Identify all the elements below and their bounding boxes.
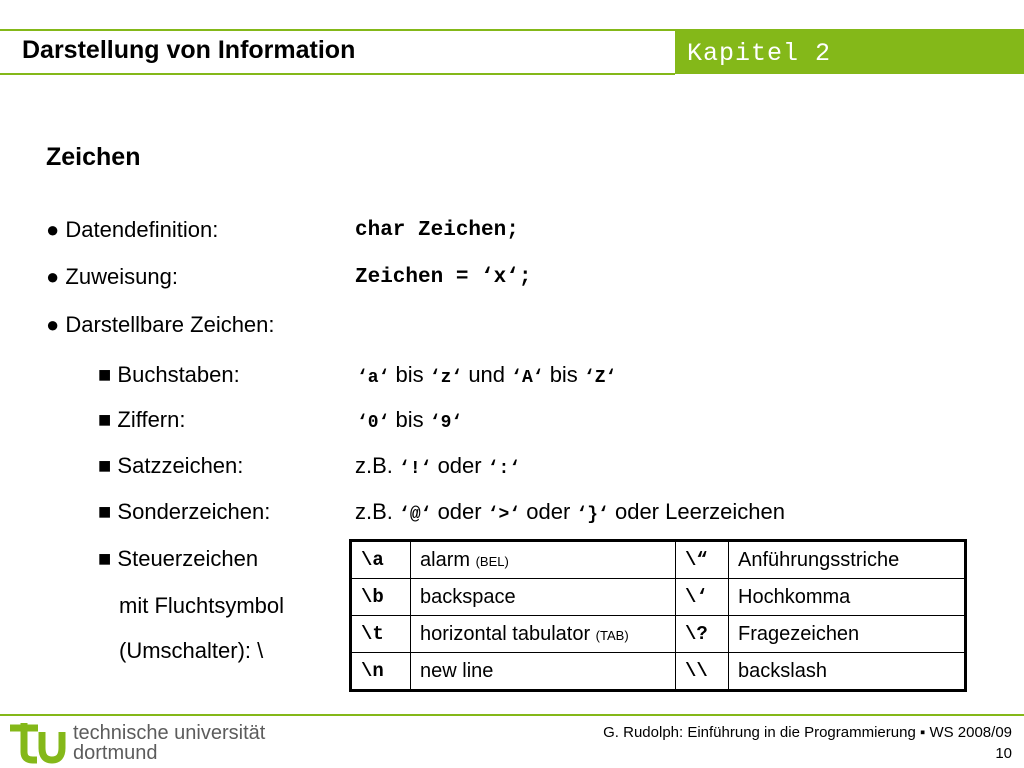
slide-title: Darstellung von Information	[22, 36, 356, 64]
bullet-label: Datendefinition:	[65, 217, 219, 242]
sub-bullet-label: Satzzeichen:	[117, 453, 244, 478]
char-literal: ‘a‘	[357, 368, 390, 388]
chapter-label: Kapitel 2	[687, 39, 832, 68]
round-bullet-icon: ●	[46, 264, 60, 289]
connector-text: und	[468, 362, 506, 387]
sub-bullet-label: Buchstaben:	[117, 362, 240, 387]
section-heading: Zeichen	[46, 143, 141, 171]
escape-sequence-table	[349, 539, 967, 692]
escape-code: \\	[676, 653, 729, 691]
sub-bullet-sonderzeichen	[98, 499, 270, 525]
escape-description: backslash	[729, 653, 966, 691]
punctuation-examples	[355, 453, 520, 479]
escape-code: \t	[351, 616, 411, 653]
square-bullet-icon: ■	[98, 453, 112, 478]
escape-description: Anführungsstriche	[729, 541, 966, 579]
example-prefix: z.B.	[355, 499, 393, 524]
escape-abbreviation: (TAB)	[595, 627, 629, 643]
escape-description: alarm (BEL)	[411, 541, 676, 579]
example-prefix: z.B.	[355, 453, 393, 478]
sub-bullet-buchstaben	[98, 362, 240, 388]
university-line-2: dortmund	[73, 742, 158, 764]
table-row	[351, 541, 966, 579]
escape-code: \n	[351, 653, 411, 691]
bullet-darstellbare-zeichen	[46, 312, 275, 338]
sub-bullet-label: Ziffern:	[117, 407, 186, 432]
round-bullet-icon: ●	[46, 217, 60, 242]
char-literal: ‘z‘	[429, 368, 463, 388]
square-bullet-icon: ■	[98, 362, 112, 387]
connector-text: bis	[395, 362, 424, 387]
connector-text: oder	[437, 499, 482, 524]
control-note-line3: (Umschalter): \	[119, 638, 264, 663]
escape-description: backspace	[411, 579, 676, 616]
char-literal: ‘!‘	[399, 459, 432, 479]
connector-text: oder Leerzeichen	[614, 499, 785, 524]
char-literal: ‘}‘	[576, 505, 609, 525]
university-name	[73, 723, 265, 763]
escape-description: Fragezeichen	[729, 616, 966, 653]
table-row	[351, 653, 966, 691]
escape-description: Hochkomma	[729, 579, 966, 616]
escape-code: \“	[676, 541, 729, 579]
university-line-1: technische universität	[73, 722, 266, 744]
char-literal: ‘@‘	[399, 505, 432, 525]
escape-abbreviation: (BEL)	[475, 553, 509, 569]
char-literal: ‘9‘	[429, 413, 463, 433]
escape-code: \a	[351, 541, 411, 579]
sub-bullet-label: Steuerzeichen	[117, 546, 259, 571]
code-zuweisung: Zeichen = ‘x‘;	[355, 266, 532, 289]
special-examples	[355, 499, 785, 525]
tu-logo-icon	[8, 720, 68, 764]
escape-code: \?	[676, 616, 729, 653]
sub-bullet-steuerzeichen	[98, 546, 258, 572]
connector-text: bis	[395, 407, 424, 432]
letters-range	[357, 362, 616, 388]
footer-rule	[0, 714, 1024, 716]
bullet-datendefinition	[46, 217, 218, 243]
code-datendefinition: char Zeichen;	[355, 219, 519, 242]
escape-code: \‘	[676, 579, 729, 616]
square-bullet-icon: ■	[98, 407, 112, 432]
bullet-label: Darstellbare Zeichen:	[65, 312, 275, 337]
char-literal: ‘>‘	[487, 505, 521, 525]
round-bullet-icon: ●	[46, 312, 60, 337]
header-bottom-rule	[0, 73, 675, 75]
sub-bullet-ziffern	[98, 407, 185, 433]
escape-description: horizontal tabulator (TAB)	[411, 616, 676, 653]
char-literal: ‘0‘	[357, 413, 390, 433]
connector-text: bis	[549, 362, 578, 387]
credit-text: G. Rudolph: Einführung in die Programmierung ▪ WS 2008/09	[603, 724, 1012, 741]
bullet-label: Zuweisung:	[65, 264, 178, 289]
square-bullet-icon: ■	[98, 546, 112, 571]
table-row	[351, 579, 966, 616]
char-literal: ‘A‘	[511, 368, 544, 388]
control-note-line2: mit Fluchtsymbol	[119, 593, 285, 618]
char-literal: ‘:‘	[487, 459, 521, 479]
sub-bullet-label: Sonderzeichen:	[117, 499, 271, 524]
sub-bullet-satzzeichen	[98, 453, 243, 479]
chapter-badge	[675, 31, 1024, 74]
digits-range	[357, 407, 462, 433]
bullet-zuweisung	[46, 264, 178, 290]
escape-code: \b	[351, 579, 411, 616]
table-row	[351, 616, 966, 653]
footer-credit	[603, 722, 1012, 764]
page-number: 10	[995, 745, 1012, 762]
char-literal: ‘Z‘	[583, 368, 617, 388]
connector-text: oder	[437, 453, 482, 478]
escape-description: new line	[411, 653, 676, 691]
connector-text: oder	[526, 499, 571, 524]
square-bullet-icon: ■	[98, 499, 112, 524]
